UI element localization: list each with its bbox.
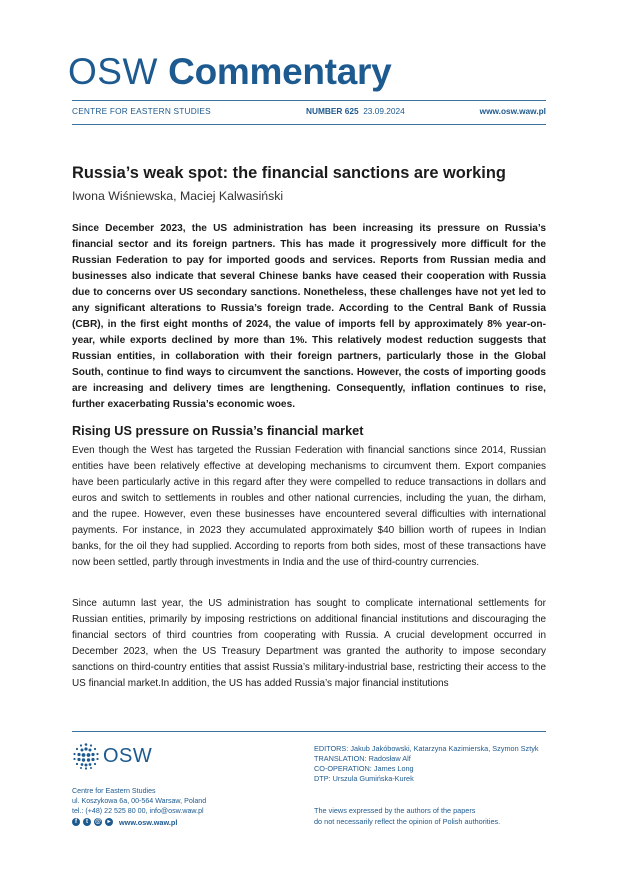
issue-date: 23.09.2024 — [363, 106, 405, 116]
issue-info — [306, 106, 405, 116]
body-paragraph-2: Since autumn last year, the US administration has sought to complicate international settlements for Russian entities, primarily by imposing restrictions on additional financial institutions and discouraging the financial sectors of third countries from cooperating with Russia. A crucial development occurred in December 2023, when the US Treasury Department was granted the authority to impose secondary sanctions on third-country entities that assist Russia’s military-industrial base, restricting their access to the US financial market.In addition, the US has added Russia’s major financial institutions — [72, 598, 546, 689]
section-heading: Rising US pressure on Russia’s financial market — [72, 424, 364, 438]
footer-credits — [314, 744, 546, 784]
email-icon[interactable]: @ — [95, 819, 101, 825]
address-line-2: ul. Koszykowa 6a, 00-564 Warsaw, Poland — [72, 797, 207, 805]
youtube-icon[interactable]: ▸ — [105, 818, 113, 826]
masthead-commentary: Commentary — [168, 51, 392, 92]
centre-name: CENTRE FOR EASTERN STUDIES — [72, 106, 211, 116]
footer-logo — [72, 742, 172, 772]
article-title: Russia’s weak spot: the financial sanctions are working — [72, 164, 506, 182]
masthead-osw: OSW — [68, 51, 158, 92]
disclaimer-line-2: do not necessarily reflect the opinion of Polish authorities. — [314, 816, 501, 826]
address-line-1: Centre for Eastern Studies — [72, 787, 156, 795]
header-url-link[interactable]: www.osw.waw.pl — [479, 106, 546, 116]
address-line-3: tel.: (+48) 22 525 80 00, info@osw.waw.pl — [72, 807, 204, 815]
disclaimer-line-1: The views expressed by the authors of the papers — [314, 806, 476, 815]
credits-dtp: DTP: Urszula Gumińska-Kurek — [314, 774, 414, 783]
header-rule-bottom — [72, 124, 546, 125]
footer-logo-text: OSW — [103, 745, 153, 767]
body-paragraph-1: Even though the West has targeted the Russian Federation with financial sanctions since 2014, Russian entities have been relatively effective at developing mechanisms to circumvent them. Export companies have been particularly active in this regard after they were compelled to reduce transactions in dollars and euros and switch to settlements in roubles and other national currencies, including the yuan, the dirham, and the rupee. However, even these businesses have encountered several difficulties with international payments. For instance, in 2023 they accumulated approximately $40 billion worth of rupees in Indian banks, for the oil they had supplied. According to reports from both sides, most of these transactions have now been settled, partly through investments in India and the use of third-country currencies. — [72, 445, 546, 568]
credits-translation: TRANSLATION: Radosław Alf — [314, 754, 411, 763]
credits-editors: EDITORS: Jakub Jakóbowski, Katarzyna Kazimierska, Szymon Sztyk — [314, 744, 539, 753]
twitter-icon[interactable]: t — [83, 818, 91, 826]
footer-rule — [72, 731, 546, 732]
lead-paragraph: Since December 2023, the US administration has been increasing its pressure on Russia’s financial sector and its foreign partners. This has made it progressively more difficult for the Russian Federation to pay for imported goods and services. Reports from Russian media and businesses also indicate that several Chinese banks have ceased their cooperation with Russia due to concerns over US secondary sanctions. Nonetheless, these challenges have not yet led to any significant alterations to Russia’s foreign trade. According to the Central Bank of Russia (CBR), in the first eight months of 2024, the value of imports fell by approximately 8% year-on-year, while exports declined by more than 1%. This relatively modest reduction suggests that Russian entities, in collaboration with their foreign partners, particularly those in the Global South, continue to find ways to circumvent the sanctions. However, the costs of importing goods are increasing and delivery times are lengthening. Consequently, inflation continues to rise, further exacerbating Russia’s economic woes. — [72, 223, 546, 410]
osw-globe-logo-icon — [72, 742, 100, 770]
footer-social-bar — [72, 817, 177, 827]
article-authors: Iwona Wiśniewska, Maciej Kalwasiński — [72, 189, 284, 203]
credits-cooperation: CO-OPERATION: James Long — [314, 764, 414, 773]
header-rule-top — [72, 100, 546, 101]
masthead — [68, 50, 391, 94]
footer-disclaimer — [314, 806, 546, 827]
footer-url-link[interactable]: www.osw.waw.pl — [119, 817, 178, 827]
facebook-icon[interactable]: f — [72, 818, 80, 826]
issue-number: NUMBER 625 — [306, 106, 359, 116]
footer-address — [72, 786, 206, 816]
header-meta-bar — [72, 106, 546, 118]
